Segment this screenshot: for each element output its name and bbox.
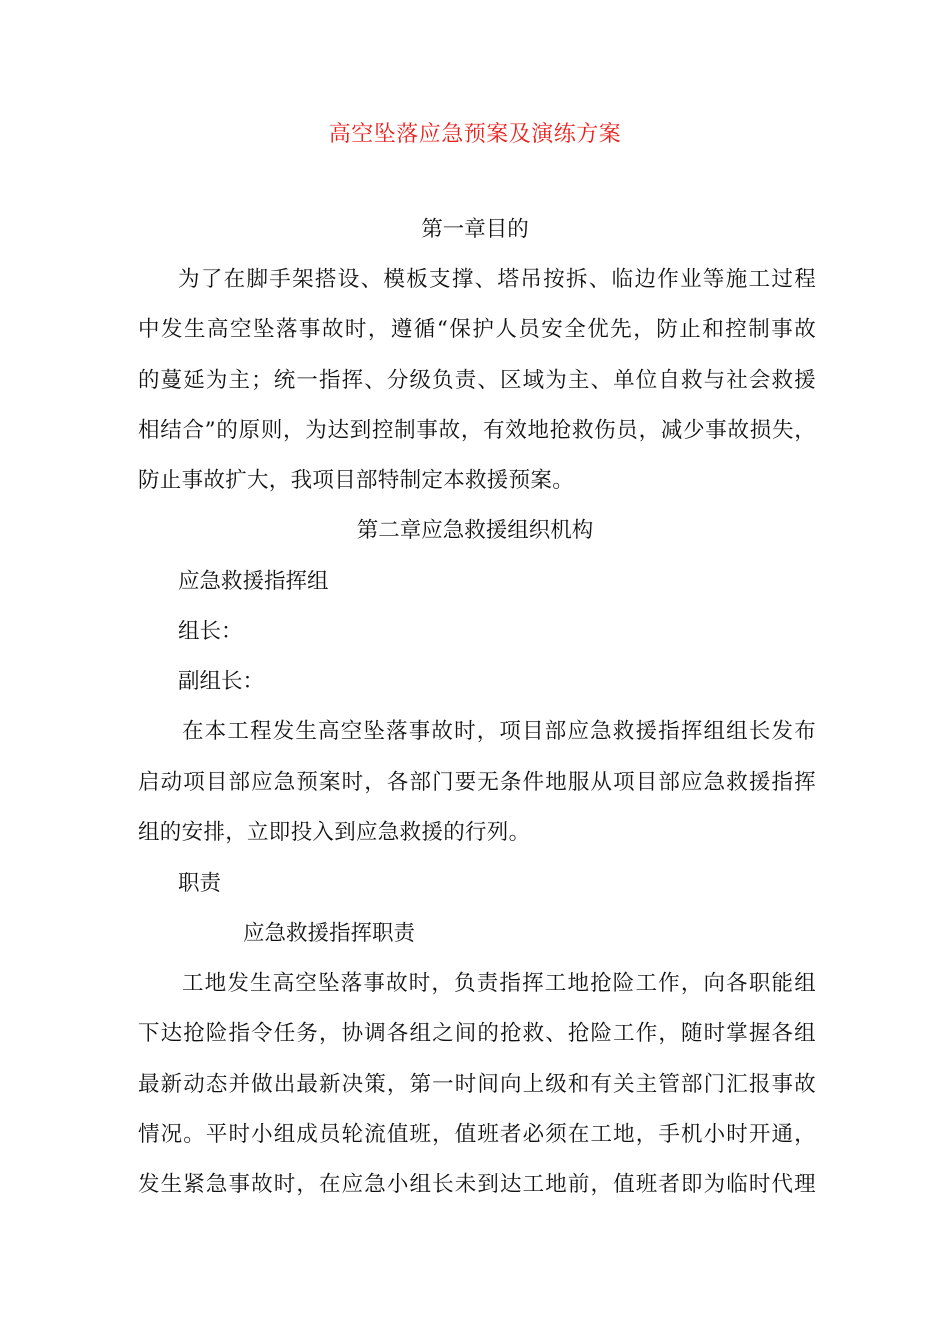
chapter-1-heading: 第一章目的 xyxy=(421,217,529,242)
chapter-1-paragraph-line-5: 防止事故扩大，我项目部特制定本救援预案。 xyxy=(138,468,575,493)
duties-paragraph-line-4: 情况。平时小组成员轮流值班，值班者必须在工地，手机小时开通， xyxy=(138,1122,816,1147)
duties-paragraph-line-2: 下达抢险指令任务，协调各组之间的抢救、抢险工作，随时掌握各组 xyxy=(138,1021,816,1046)
chapter-2-paragraph-line-3: 组的安排，立即投入到应急救援的行列。 xyxy=(138,820,531,845)
duties-paragraph-line-3: 最新动态并做出最新决策，第一时间向上级和有关主管部门汇报事故 xyxy=(138,1072,816,1097)
chapter-1-paragraph-line-1: 为了在脚手架搭设、模板支撑、塔吊按拆、临边作业等施工过程 xyxy=(178,267,816,292)
chapter-1-paragraph-line-2: 中发生高空坠落事故时，遵循“保护人员安全优先，防止和控制事故 xyxy=(138,317,816,342)
document-title: 高空坠落应急预案及演练方案 xyxy=(328,122,622,147)
duties-paragraph-line-5: 发生紧急事故时，在应急小组长未到达工地前，值班者即为临时代理 xyxy=(138,1172,816,1197)
duties-label: 职责 xyxy=(178,871,222,896)
chapter-2-paragraph-line-1: 在本工程发生高空坠落事故时，项目部应急救援指挥组组长发布 xyxy=(182,719,816,744)
duties-subheading: 应急救援指挥职责 xyxy=(243,921,416,946)
chapter-2-paragraph-line-2: 启动项目部应急预案时，各部门要无条件地服从项目部应急救援指挥 xyxy=(138,770,816,795)
group-leader-label: 组长： xyxy=(178,619,243,644)
duties-paragraph-line-1: 工地发生高空坠落事故时，负责指挥工地抢险工作，向各职能组 xyxy=(182,971,816,996)
chapter-2-heading: 第二章应急救援组织机构 xyxy=(356,518,594,543)
chapter-1-paragraph-line-4: 相结合”的原则，为达到控制事故，有效地抢救伤员，减少事故损失， xyxy=(138,418,816,443)
command-group-name: 应急救援指挥组 xyxy=(178,569,329,594)
chapter-1-paragraph-line-3: 的蔓延为主；统一指挥、分级负责、区域为主、单位自救与社会救援 xyxy=(138,368,816,393)
deputy-leader-label: 副组长： xyxy=(178,669,265,694)
